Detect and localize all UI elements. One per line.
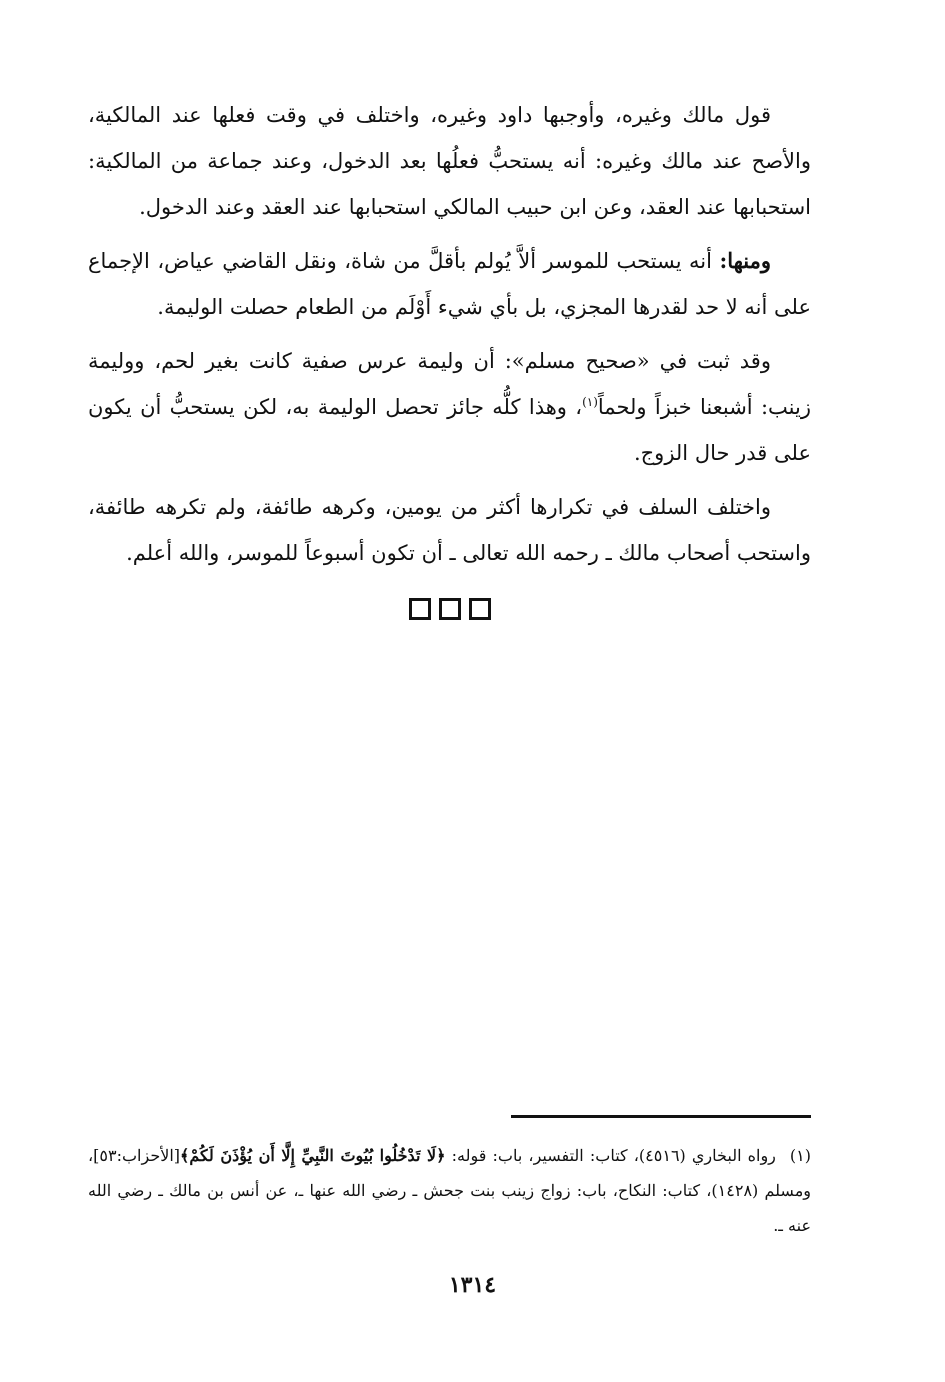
paragraph-2-lead: ومنها: (719, 248, 771, 273)
footnote-number: (١) (789, 1146, 812, 1165)
paragraph-4-text: واختلف السلف في تكرارها أكثر من يومين، وكرهه طائفة، ولم تكرهه طائفة، واستحب أصحاب مالك ـ رحمه الله تعالى ـ أن تكون أسبوعاً للموسر، والله أعلم. (88, 495, 811, 565)
footnote-divider (511, 1115, 811, 1118)
paragraph-3 (88, 338, 811, 476)
square-ornament-icon (469, 598, 491, 620)
section-separator (88, 598, 811, 622)
paragraph-4 (88, 484, 811, 576)
paragraph-2-text: أنه يستحب للموسر ألاَّ يُولم بأقلَّ من شاة، ونقل القاضي عياض، الإجماع على أنه لا حد لقدرها المجزي، بل بأي شيء أَوْلَم من الطعام حصلت الوليمة. (88, 249, 811, 319)
paragraph-1-text: قول مالك وغيره، وأوجبها داود وغيره، واختلف في وقت فعلها عند المالكية، والأصح عند مالك وغيره: أنه يستحبُّ فعلُها بعد الدخول، وعند جماعة من المالكية: استحبابها عند العقد، وعن ابن حبيب المالكي استحبابها عند العقد وعند الدخول. (88, 103, 811, 219)
paragraph-1 (88, 92, 811, 230)
square-ornament-icon (409, 598, 431, 620)
paragraph-2 (88, 238, 811, 330)
footnote-quran-quote: ﴿لَا تَدْخُلُوا بُيُوتَ النَّبِيِّ إِلَّا أَن يُؤْذَنَ لَكُمْ﴾ (180, 1146, 446, 1165)
footnote-text-after: [الأحزاب:٥٣]، ومسلم (١٤٢٨)، كتاب: النكاح، باب: زواج زينب بنت جحش ـ رضي الله عنها ـ، عن أنس بن مالك ـ رضي الله عنه ـ. (88, 1146, 812, 1235)
main-text-body (88, 92, 811, 622)
square-ornament-icon (439, 598, 461, 620)
footnote-reference[interactable]: (١) (582, 395, 598, 409)
footnote (88, 1138, 811, 1243)
paragraph-3-text-after: ، وهذا كلُّه جائز تحصل الوليمة به، لكن يستحبُّ أن يكون على قدر حال الزوج. (88, 395, 811, 465)
page-number: ١٣١٤ (448, 1272, 497, 1298)
footnote-text-before: رواه البخاري (٤٥١٦)، كتاب: التفسير، باب: قوله: (445, 1146, 776, 1165)
paragraph-3-text-before: وقد ثبت في «صحيح مسلم»: أن وليمة عرس صفية كانت بغير لحم، ووليمة زينب: أشبعنا خبزاً ولحماً (88, 349, 811, 419)
